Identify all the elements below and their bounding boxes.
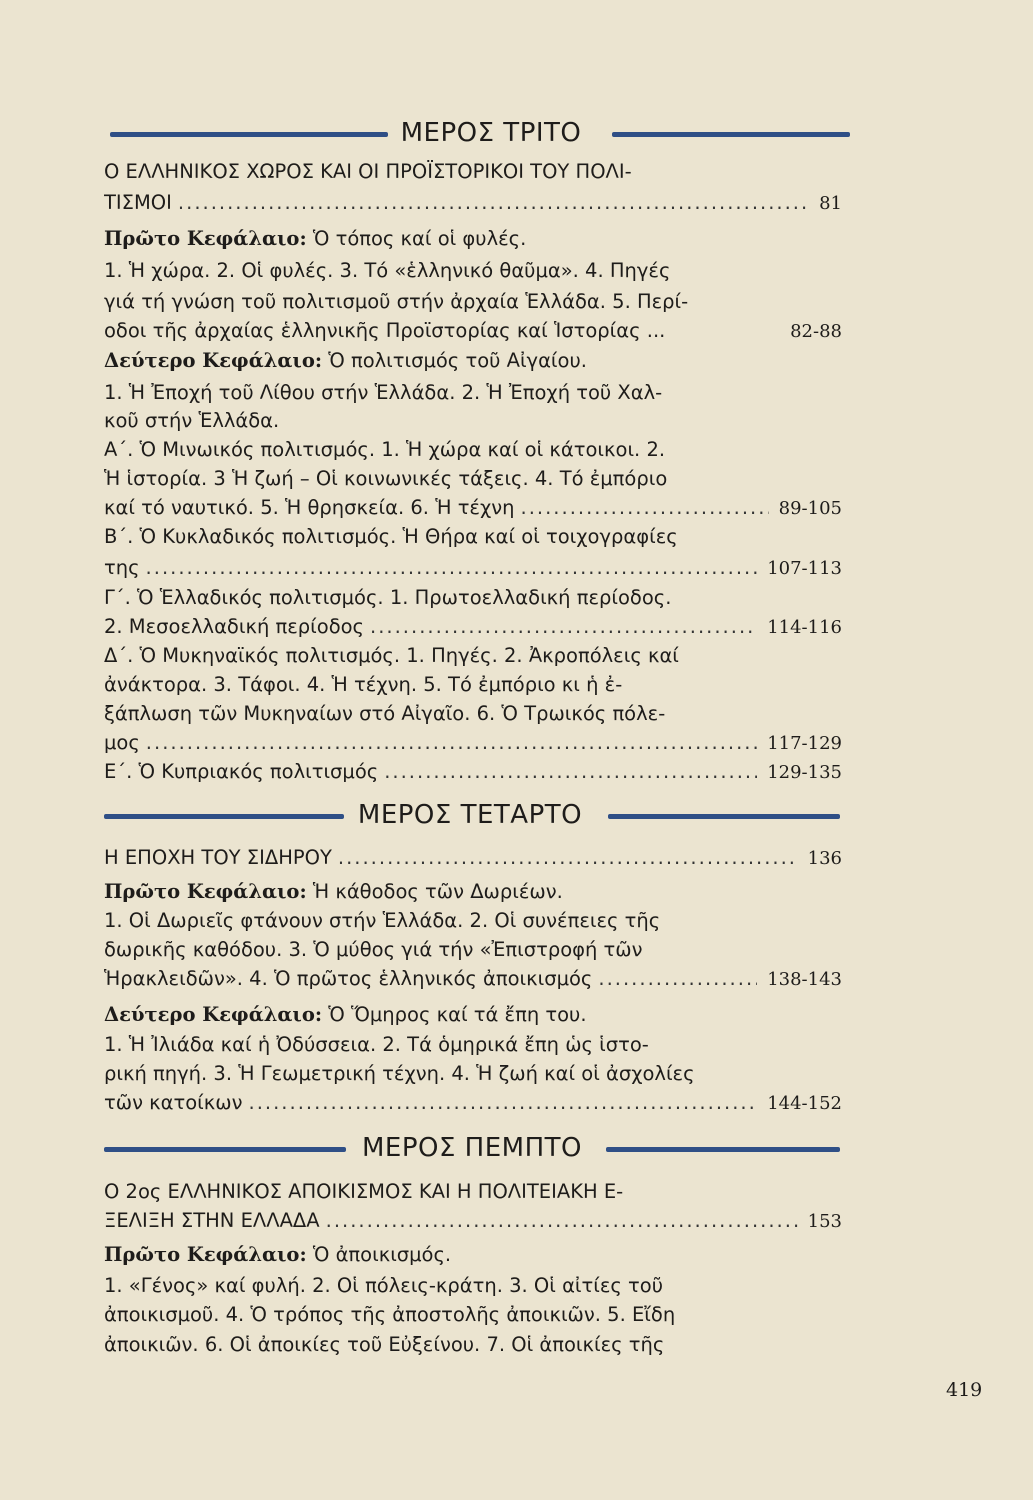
toc-text: ἀποικισμοῦ. 4. Ὁ τρόπος τῆς ἀποστολῆς ἀποικιῶν. 5. Εἴδη	[104, 1303, 676, 1326]
page-ref: 144-152	[767, 1093, 842, 1114]
part-five-header	[104, 1131, 844, 1167]
header-rule-left	[104, 814, 344, 819]
part-title: ΜΕΡΟΣ ΤΕΤΑΡΤΟ	[357, 800, 583, 830]
toc-text: Ἡ ἱστορία. 3 Ἡ ζωή – Οἱ κοινωνικές τάξεις. 4. Τό ἐμπόριο	[104, 467, 668, 490]
page-number: 419	[946, 1379, 983, 1401]
header-rule-left	[104, 1147, 346, 1152]
page-ref: 89-105	[778, 498, 842, 519]
toc-entry: Η ΕΠΟΧΗ ΤΟΥ ΣΙΔΗΡΟΥ ..... 136	[104, 843, 842, 873]
section-heading: Ο ΕΛΛΗΝΙΚΟΣ ΧΩΡΟΣ ΚΑΙ ΟΙ ΠΡΟΪΣΤΟΡΙΚΟΙ ΤΟΥ ΠΟΛΙ-	[104, 160, 632, 183]
toc-text: ξάπλωση τῶν Μυκηναίων στό Αἰγαῖο. 6. Ὁ Τρωικός πόλε-	[104, 702, 666, 725]
toc-text: δωρικῆς καθόδου. 3. Ὁ μύθος γιά τήν «Ἐπιστροφή τῶν	[104, 938, 643, 961]
toc-entry: καί τό ναυτικό. 5. Ἡ θρησκεία. 6. Ἡ τέχνη ..... 89-105	[104, 493, 842, 523]
chapter-heading: Δεύτερο Κεφάλαιο: Ὁ Ὅμηρος καί τά ἔπη του.	[104, 1003, 587, 1026]
toc-text: Δ΄. Ὁ Μυκηναϊκός πολιτισμός. 1. Πηγές. 2. Ἀκροπόλεις καί	[104, 644, 679, 667]
page-ref: 82-88	[790, 321, 842, 342]
toc-text: 1. Ἡ Ἰλιάδα καί ἡ Ὀδύσσεια. 2. Τά ὁμηρικά ἔπη ὡς ἱστο-	[104, 1033, 649, 1056]
page-ref: 114-116	[767, 617, 842, 638]
toc-entry: Ε΄. Ὁ Κυπριακός πολιτισμός ..... 129-135	[104, 757, 842, 787]
page-ref: 138-143	[767, 969, 842, 990]
toc-text: ἀνάκτορα. 3. Τάφοι. 4. Ἡ τέχνη. 5. Τό ἐμπόριο κι ἡ ἐ-	[104, 673, 623, 696]
toc-text: 1. Οἱ Δωριεῖς φτάνουν στήν Ἑλλάδα. 2. Οἱ συνέπειες τῆς	[104, 909, 661, 932]
toc-text: 1. Ἡ χώρα. 2. Οἱ φυλές. 3. Τό «ἑλληνικό θαῦμα». 4. Πηγές	[104, 259, 671, 282]
chapter-heading: Πρῶτο Κεφάλαιο: Ὁ τόπος καί οἱ φυλές.	[104, 227, 527, 250]
header-rule-right	[606, 1147, 840, 1152]
page-ref: 81	[819, 193, 842, 214]
toc-text: κοῦ στήν Ἑλλάδα.	[104, 409, 280, 432]
toc-entry: 2. Μεσοελλαδική περίοδος ..... 114-116	[104, 612, 842, 642]
toc-entry: της ..... 107-113	[104, 553, 842, 583]
toc-text: Β΄. Ὁ Κυκλαδικός πολιτισμός. Ἡ Θήρα καί οἱ τοιχογραφίες	[104, 525, 678, 548]
toc-text: Γ΄. Ὁ Ἑλλαδικός πολιτισμός. 1. Πρωτοελλαδική περίοδος.	[104, 586, 672, 609]
part-title: ΜΕΡΟΣ ΠΕΜΠΤΟ	[361, 1133, 582, 1163]
page-ref: 107-113	[767, 558, 842, 579]
part-three-header	[110, 116, 850, 152]
page-ref: 136	[807, 848, 842, 869]
chapter-heading: Δεύτερο Κεφάλαιο: Ὁ πολιτισμός τοῦ Αἰγαίου.	[104, 349, 587, 372]
toc-text: ρική πηγή. 3. Ἡ Γεωμετρική τέχνη. 4. Ἡ ζωή καί οἱ ἀσχολίες	[104, 1062, 695, 1085]
toc-entry: ΞΕΛΙΞΗ ΣΤΗΝ ΕΛΛΑΔΑ ..... 153	[104, 1206, 842, 1236]
chapter-heading: Πρῶτο Κεφάλαιο: Ἡ κάθοδος τῶν Δωριέων.	[104, 880, 563, 903]
toc-entry: Ἡρακλειδῶν». 4. Ὁ πρῶτος ἑλληνικός ἀποικισμός ..... 138-143	[104, 964, 842, 994]
toc-text: Α΄. Ὁ Μινωικός πολιτισμός. 1. Ἡ χώρα καί οἱ κάτοικοι. 2.	[104, 438, 666, 461]
toc-text: γιά τή γνώση τοῦ πολιτισμοῦ στήν ἀρχαία Ἑλλάδα. 5. Περί-	[104, 290, 689, 313]
header-rule-right	[612, 132, 850, 137]
section-heading: Ο 2ος ΕΛΛΗΝΙΚΟΣ ΑΠΟΙΚΙΣΜΟΣ ΚΑΙ Η ΠΟΛΙΤΕΙΑΚΗ Ε-	[104, 1180, 624, 1203]
chapter-heading: Πρῶτο Κεφάλαιο: Ὁ ἀποικισμός.	[104, 1243, 452, 1266]
part-four-header	[104, 798, 844, 834]
toc-text: ἀποικιῶν. 6. Οἱ ἀποικίες τοῦ Εὐξείνου. 7. Οἱ ἀποικίες τῆς	[104, 1333, 665, 1356]
part-title: ΜΕΡΟΣ ΤΡΙΤΟ	[400, 118, 582, 148]
toc-entry: μος ..... 117-129	[104, 728, 842, 758]
header-rule-right	[608, 814, 840, 819]
toc-text: 1. Ἡ Ἐποχή τοῦ Λίθου στήν Ἑλλάδα. 2. Ἡ Ἐποχή τοῦ Χαλ-	[104, 381, 663, 404]
page-ref: 153	[807, 1211, 842, 1232]
page-ref: 129-135	[767, 762, 842, 783]
page-ref: 117-129	[767, 733, 842, 754]
header-rule-left	[110, 132, 388, 137]
toc-entry: ΤΙΣΜΟΙ ..... 81	[104, 188, 842, 218]
toc-entry: οδοι τῆς ἀρχαίας ἑλληνικῆς Προϊστορίας καί Ἱστορίας ... 82-88	[104, 316, 842, 346]
toc-entry: τῶν κατοίκων ..... 144-152	[104, 1088, 842, 1118]
toc-text: 1. «Γένος» καί φυλή. 2. Οἱ πόλεις-κράτη. 3. Οἱ αἰτίες τοῦ	[104, 1274, 663, 1297]
